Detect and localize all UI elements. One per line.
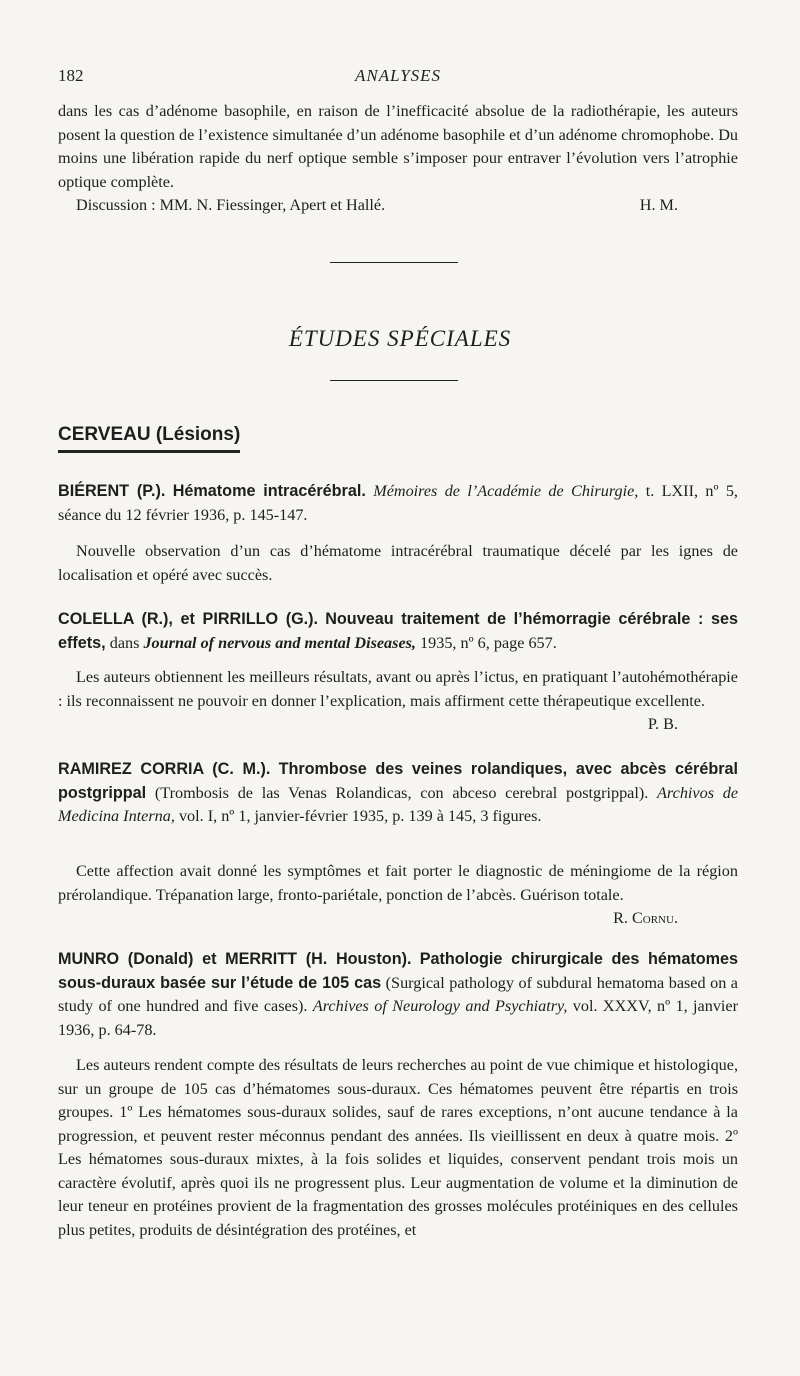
- entry-title: Pathologie chirurgicale des hématomes sous-duraux basée sur l’étude de 105 cas: [58, 950, 739, 992]
- discussion-line: [58, 194, 738, 218]
- entry-3-heading: [58, 758, 738, 829]
- entry-body-text: [58, 666, 738, 733]
- entry-journal: Journal of nervous and mental Diseases,: [143, 633, 416, 652]
- entry-reference: vol. I, nº 1, janvier-février 1935, p. 139 à 145, 3 figures.: [178, 807, 542, 825]
- entry-body: Les auteurs obtiennent les meilleurs résultats, avant ou après l’ictus, en pratiquant l’autohémothérapie : ils reconnaissent ne pouvoir en donner l’explication, mais affirment cette thérapeutique excellente.: [58, 668, 738, 710]
- entry-2-body: [58, 666, 738, 737]
- entry-4-body: Les auteurs rendent compte des résultats de leurs recherches au point de vue chimique et histologique, sur un groupe de 105 cas d’hématomes sous-duraux. Ces hématomes peuvent être répartis en trois groupes. 1º Les hématomes sous-duraux solides, sauf de rares exceptions, n’ont aucune tendance à la progression, et peuvent rester méconnus pendant des années. Ils vieillissent en deux à quatre mois. 2º Les hématomes sous-duraux mixtes, à la fois solides et liquides, conservent pendant trois mois un caractère évolutif, après quoi ils ne progressent plus. Leur augmentation de volume et la diminution de leur teneur en protéines provient de la fragmentation des grosses molécules protéiniques en des cellules plus petites, produits de désintégration des protéines, et: [58, 1056, 738, 1239]
- entry-signature: R. Cornu.: [613, 909, 678, 927]
- intro-signature: H. M.: [639, 196, 678, 214]
- discussion-text: Discussion : MM. N. Fiessinger, Apert et Hallé.: [76, 196, 386, 214]
- entry-authors: BIÉRENT (P.).: [58, 482, 166, 500]
- entry-reference: vol. XXXV, nº 1, janvier 1936, p. 64-78.: [58, 997, 738, 1039]
- entry-authors: COLELLA (R.), et PIRRILLO (G.).: [58, 610, 319, 628]
- entry-title: Hématome intracérébral.: [172, 482, 366, 500]
- entry-1-body: Nouvelle observation d’un cas d’hématome intracérébral traumatique décelé par les ignes de localisation et opéré avec succès.: [58, 542, 738, 584]
- section-title: ÉTUDES SPÉCIALES: [288, 326, 512, 351]
- entry-journal: Archives of Neurology and Psychiatry,: [312, 997, 568, 1015]
- entry-original-title: (Trombosis de las Venas Rolandicas, con abceso cerebral postgrippal).: [154, 783, 649, 802]
- page-header: [58, 66, 738, 90]
- entry-1-heading: [58, 480, 738, 527]
- page-number: 182: [58, 66, 84, 85]
- entry-original-title: (Surgical pathology of subdural hematoma based on a study of one hundred and five cases).: [58, 973, 738, 1015]
- intro-paragraph: dans les cas d’adénome basophile, en raison de l’inefficacité absolue de la radiothérapie, les auteurs posent la question de l’existence simultanée d’un adénome basophile et d’un adénome chromophobe. Du moins une libération rapide du nerf optique semble s’imposer pour entraver l’évolution vers l’atrophie optique complète.: [58, 102, 738, 191]
- entry-journal: Mémoires de l’Académie de Chirurgie,: [373, 482, 639, 500]
- running-title: ANALYSES: [354, 66, 442, 85]
- divider-top: [330, 262, 458, 263]
- intro-block: [58, 100, 738, 218]
- entry-pre: dans: [109, 633, 140, 652]
- entry-reference: 1935, nº 6, page 657.: [420, 633, 557, 652]
- entry-authors: MUNRO (Donald) et MERRITT (H. Houston).: [58, 950, 412, 968]
- entry-reference: t. LXII, nº 5, séance du 12 février 1936, p. 145-147.: [58, 482, 738, 524]
- entry-authors: RAMIREZ CORRIA (C. M.).: [58, 760, 271, 778]
- entry-body: Cette affection avait donné les symptômes et fait porter le diagnostic de méningiome de la région prérolandique. Trépanation large, fronto-pariétale, ponction de l’abcès. Guérison totale.: [58, 862, 738, 904]
- entry-4-heading: [58, 948, 738, 1042]
- subject-heading: CERVEAU (Lésions): [58, 424, 240, 453]
- entry-journal: Archivos de Medicina Interna,: [58, 783, 739, 825]
- entry-title: Thrombose des veines rolandiques, avec abcès cérébral postgrippal: [58, 760, 739, 802]
- entry-body-text: [58, 860, 738, 927]
- entry-2-heading: [58, 608, 738, 655]
- entry-title: Nouveau traitement de l’hémorragie cérébrale : ses effets,: [58, 610, 738, 652]
- divider-bottom: [330, 380, 458, 381]
- entry-signature: P. B.: [647, 715, 678, 733]
- entry-3-body: [58, 860, 738, 931]
